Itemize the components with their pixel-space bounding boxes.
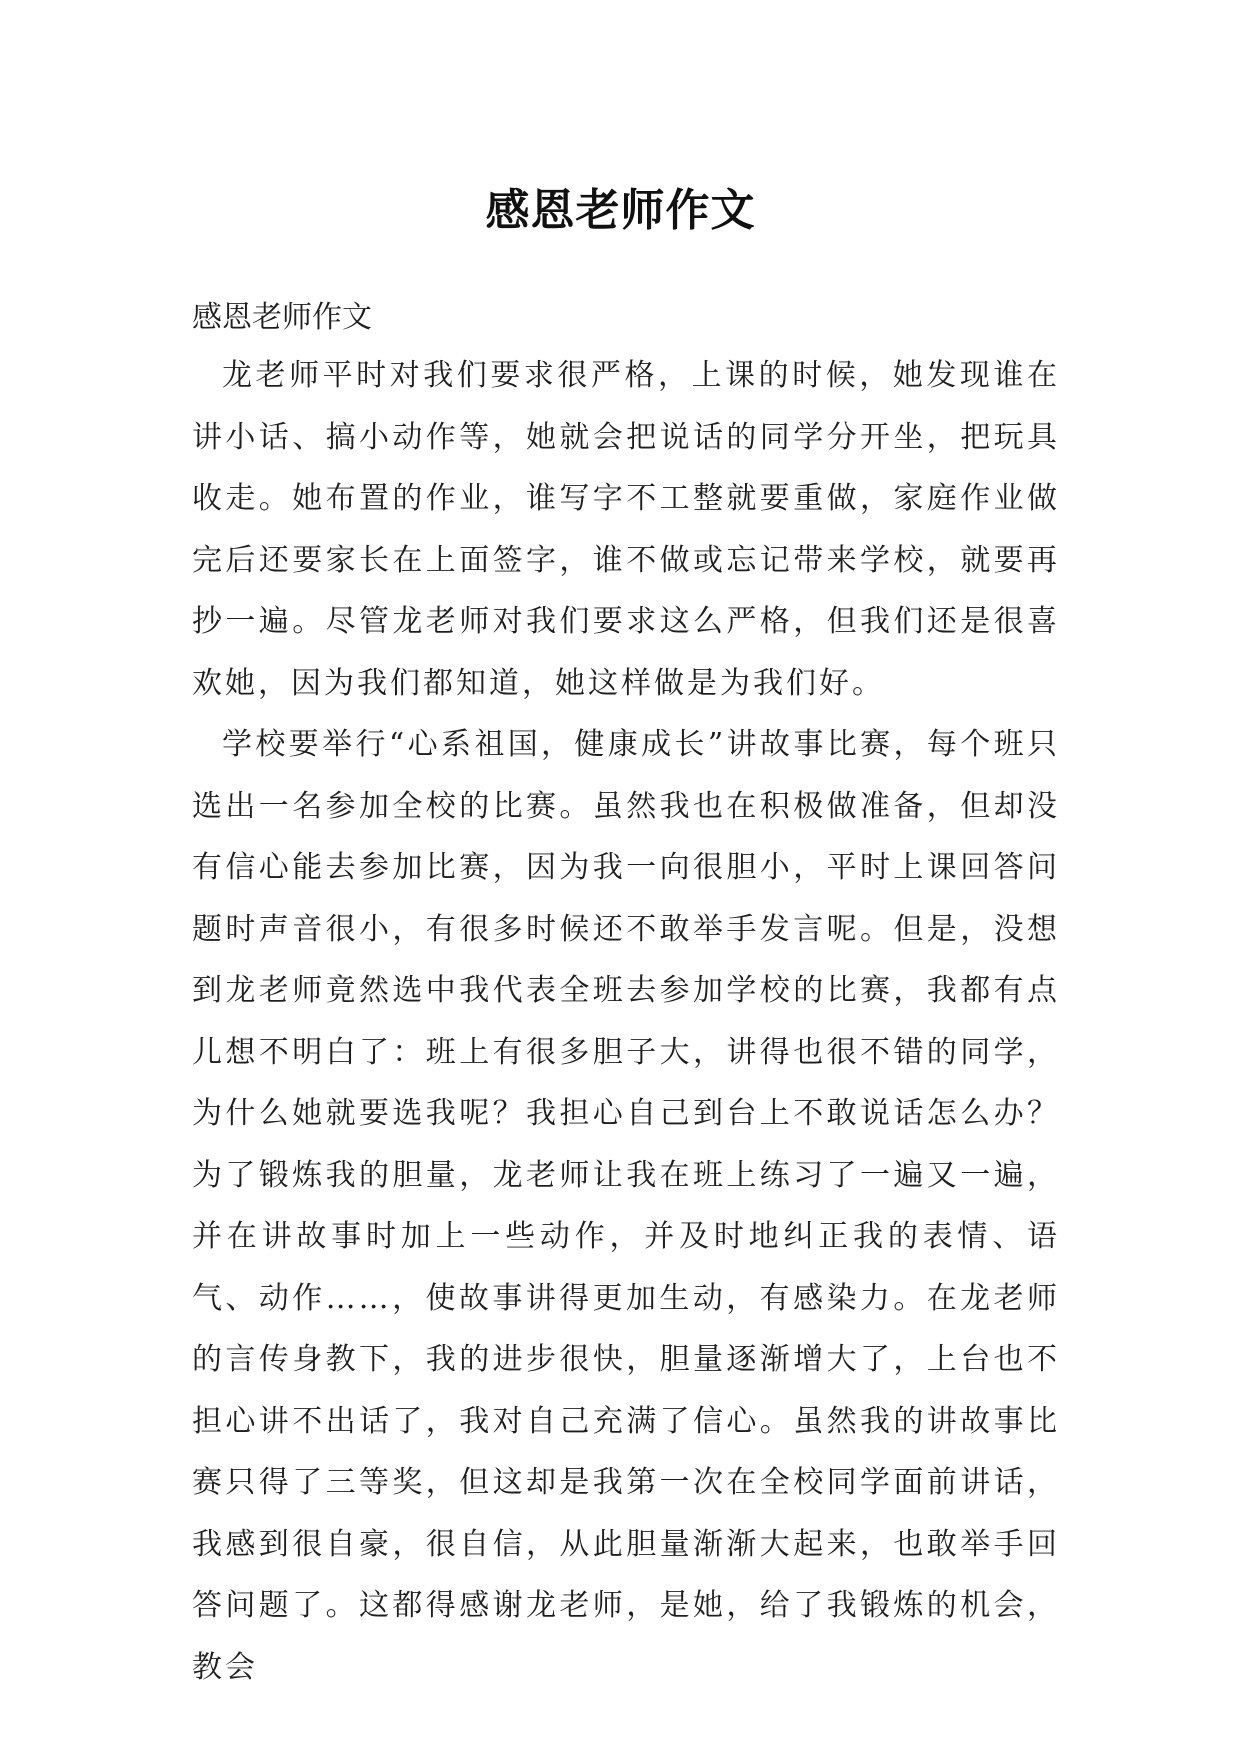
paragraph-1: 龙老师平时对我们要求很严格，上课的时候，她发现谁在讲小话、搞小动作等，她就会把说话的同学分开坐，把玩具收走。她布置的作业，谁写字不工整就要重做，家庭作业做完后还要家长在上面签字，谁不做或忘记带来学校，就要再抄一遍。尽管龙老师对我们要求这么严格，但我们还是很喜欢她，因为我们都知道，她这样做是为我们好。 xyxy=(192,358,1060,701)
document-title: 感恩老师作文 xyxy=(485,185,756,237)
paragraph-2: 学校要举行“心系祖国，健康成长”讲故事比赛，每个班只选出一名参加全校的比赛。虽然我也在积极做准备，但却没有信心能去参加比赛，因为我一向很胆小，平时上课回答问题时声音很小，有很多时候还不敢举手发言呢。但是，没想到龙老师竟然选中我代表全班去参加学校的比赛，我都有点儿想不明白了：班上有很多胆子大，讲得也很不错的同学，为什么她就要选我呢？我担心自己到台上不敢说话怎么办？为了锻炼我的胆量，龙老师让我在班上练习了一遍又一遍，并在讲故事时加上一些动作，并及时地纠正我的表情、语气、动作……，使故事讲得更加生动，有感染力。在龙老师的言传身教下，我的进步很快，胆量逐渐增大了，上台也不担心讲不出话了，我对自己充满了信心。虽然我的讲故事比赛只得了三等奖，但这却是我第一次在全校同学面前讲话，我感到很自豪，很自信，从此胆量渐渐大起来，也敢举手回答问题了。这都得感谢龙老师，是她，给了我锻炼的机会，教会 xyxy=(192,727,1060,1685)
document-body xyxy=(192,291,1060,1698)
document-subtitle: 感恩老师作文 xyxy=(192,300,372,335)
